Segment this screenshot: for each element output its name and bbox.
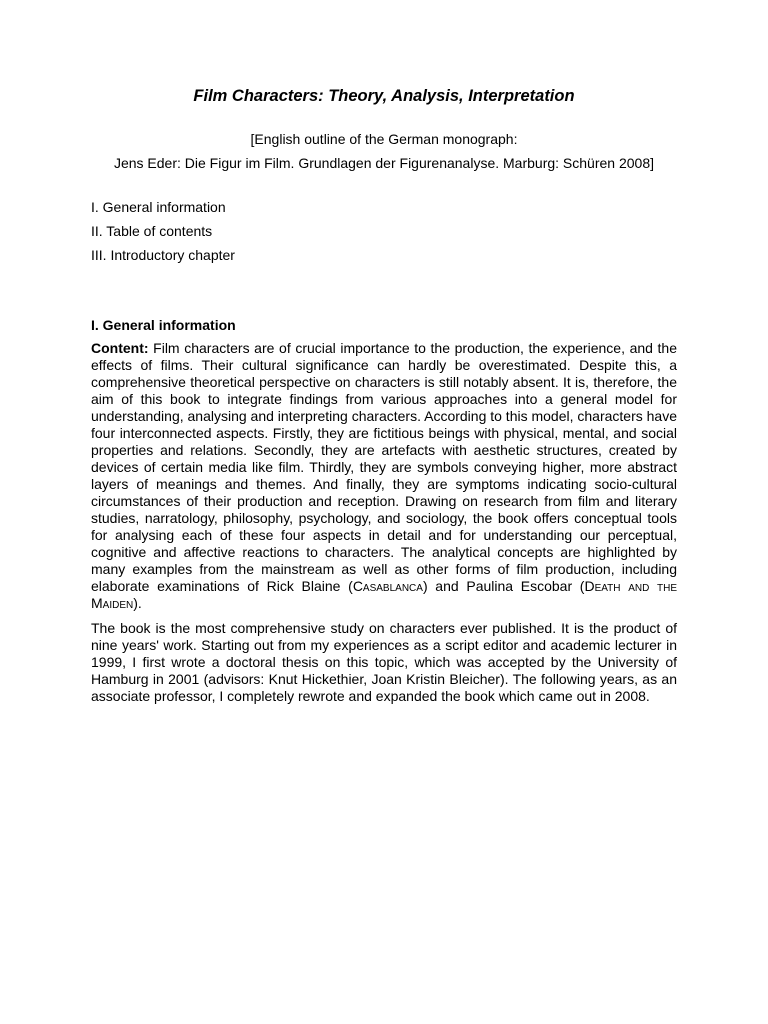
document-title: Film Characters: Theory, Analysis, Interpretation [193, 87, 575, 105]
film-title-casablanca: Casablanca [352, 578, 423, 594]
content-text-end: ). [133, 595, 142, 611]
outline-list [91, 195, 677, 267]
outline-item-introductory-chapter: III. Introductory chapter [91, 247, 235, 263]
content-text-mid: ) and Paulina Escobar ( [422, 578, 585, 594]
content-paragraph [91, 340, 677, 612]
outline-item-general-information: I. General information [91, 199, 226, 215]
outline-item-table-of-contents: II. Table of contents [91, 223, 213, 239]
content-label: Content: [91, 340, 149, 356]
subtitle-line-2: Jens Eder: Die Figur im Film. Grundlagen der Figurenanalyse. Marburg: Schüren 2008] [113, 155, 655, 171]
second-paragraph: The book is the most comprehensive study on characters ever published. It is the product of nine years' work. Starting out from my experiences as a script editor and academic lecturer in 1999, I first wrote a doctoral thesis on this topic, which was accepted by the University of Hamburg in 2001 (advisors: Knut Hickethier, Joan Kristin Bleicher). The following years, as an associate professor, I completely rewrote and expanded the book which came out in 2008. [91, 620, 677, 704]
film-title-death-and-the-maiden: Death and the Maiden [91, 578, 678, 611]
content-text: Film characters are of crucial importance to the production, the experience, and the effects of films. Their cultural significance can hardly be overestimated. Despite this, a comprehensive theoretical perspective on characters is still notably absent. It is, therefore, the aim of this book to integrate findings from various approaches into a general model for understanding, analysing and interpreting characters. According to this model, characters have four interconnected aspects. Firstly, they are fictitious beings with physical, mental, and social properties and relations. Secondly, they are artefacts with aesthetic structures, created by devices of certain media like film. Thirdly, they are symbols conveying higher, more abstract layers of meanings and themes. And finally, they are symptoms indicating socio-cultural circumstances of their production and reception. Drawing on research from film and literary studies, narratology, philosophy, psychology, and sociology, the book offers conceptual tools for analysing each of these four aspects in detail and for understanding our perceptual, cognitive and affective reactions to characters. The analytical concepts are highlighted by many examples from the mainstream as well as other forms of film production, including elaborate examinations of Rick Blaine ( [91, 340, 678, 594]
section-heading: I. General information [91, 317, 236, 333]
subtitle-line-1: [English outline of the German monograph: [250, 131, 518, 147]
